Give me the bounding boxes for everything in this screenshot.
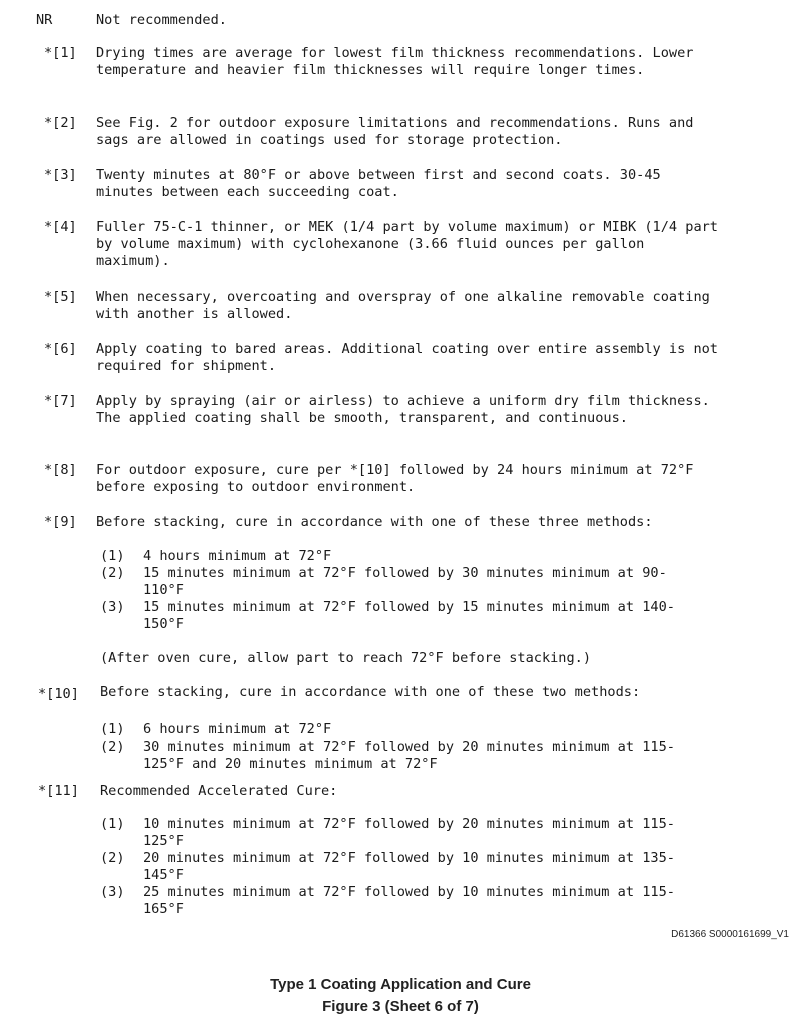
note-2-mark: *[2]: [44, 115, 77, 131]
note-8-mark: *[8]: [44, 462, 77, 478]
note-9-method-1-num: (1): [100, 548, 125, 564]
note-6-mark: *[6]: [44, 341, 77, 357]
note-3-text: Twenty minutes at 80°F or above between first and second coats. 30-45 minutes between each succeeding coat.: [96, 167, 661, 200]
nr-mark: NR: [36, 12, 53, 28]
note-1-mark: *[1]: [44, 45, 77, 61]
note-8-text: For outdoor exposure, cure per *[10] followed by 24 hours minimum at 72°F before exposing to outdoor environment.: [96, 462, 694, 495]
note-9-text: Before stacking, cure in accordance with one of these three methods:: [96, 514, 653, 530]
note-10-method-2-num: (2): [100, 739, 125, 755]
note-9-method-1-text: 4 hours minimum at 72°F: [143, 548, 332, 564]
note-11-mark: *[11]: [38, 783, 79, 799]
note-11-method-3-text: 25 minutes minimum at 72°F followed by 10 minutes minimum at 115-165°F: [143, 884, 675, 917]
note-9-method-2-text: 15 minutes minimum at 72°F followed by 30 minutes minimum at 90-110°F: [143, 565, 667, 598]
note-4-mark: *[4]: [44, 219, 77, 235]
note-2-text: See Fig. 2 for outdoor exposure limitations and recommendations. Runs and sags are allowed in coatings used for storage protection.: [96, 115, 694, 148]
figure-number: Figure 3 (Sheet 6 of 7): [322, 998, 479, 1015]
note-4-text: Fuller 75-C-1 thinner, or MEK (1/4 part by volume maximum) or MIBK (1/4 part by volume maximum) with cyclohexanone (3.66 fluid ounces per gallon maximum).: [96, 219, 718, 269]
note-5-mark: *[5]: [44, 289, 77, 305]
note-11-method-1-num: (1): [100, 816, 125, 832]
note-11-method-2-num: (2): [100, 850, 125, 866]
nr-text: Not recommended.: [96, 12, 227, 28]
note-7-text: Apply by spraying (air or airless) to achieve a uniform dry film thickness. The applied coating shall be smooth, transparent, and continuous.: [96, 393, 710, 426]
note-3-mark: *[3]: [44, 167, 77, 183]
note-11-method-1-text: 10 minutes minimum at 72°F followed by 20 minutes minimum at 115-125°F: [143, 816, 675, 849]
note-10-method-2-text: 30 minutes minimum at 72°F followed by 20 minutes minimum at 115-125°F and 20 minutes minimum at 72°F: [143, 739, 675, 772]
note-10-mark: *[10]: [38, 686, 79, 702]
note-9-after-text: (After oven cure, allow part to reach 72°F before stacking.): [100, 650, 592, 666]
note-1-text: Drying times are average for lowest film thickness recommendations. Lower temperature and heavier film thicknesses will require longer times.: [96, 45, 694, 78]
note-7-mark: *[7]: [44, 393, 77, 409]
note-9-method-3-text: 15 minutes minimum at 72°F followed by 15 minutes minimum at 140-150°F: [143, 599, 675, 632]
note-11-method-2-text: 20 minutes minimum at 72°F followed by 10 minutes minimum at 135-145°F: [143, 850, 675, 883]
note-5-text: When necessary, overcoating and overspray of one alkaline removable coating with another is allowed.: [96, 289, 710, 322]
note-10-method-1-num: (1): [100, 721, 125, 737]
note-9-method-3-num: (3): [100, 599, 125, 615]
figure-title: Type 1 Coating Application and Cure: [270, 976, 531, 993]
note-11-text: Recommended Accelerated Cure:: [100, 783, 338, 799]
note-9-mark: *[9]: [44, 514, 77, 530]
note-11-method-3-num: (3): [100, 884, 125, 900]
note-9-method-2-num: (2): [100, 565, 125, 581]
note-6-text: Apply coating to bared areas. Additional coating over entire assembly is not required for shipment.: [96, 341, 718, 374]
note-10-method-1-text: 6 hours minimum at 72°F: [143, 721, 332, 737]
note-10-text: Before stacking, cure in accordance with one of these two methods:: [100, 684, 641, 700]
document-id: D61366 S0000161699_V1: [671, 929, 789, 940]
